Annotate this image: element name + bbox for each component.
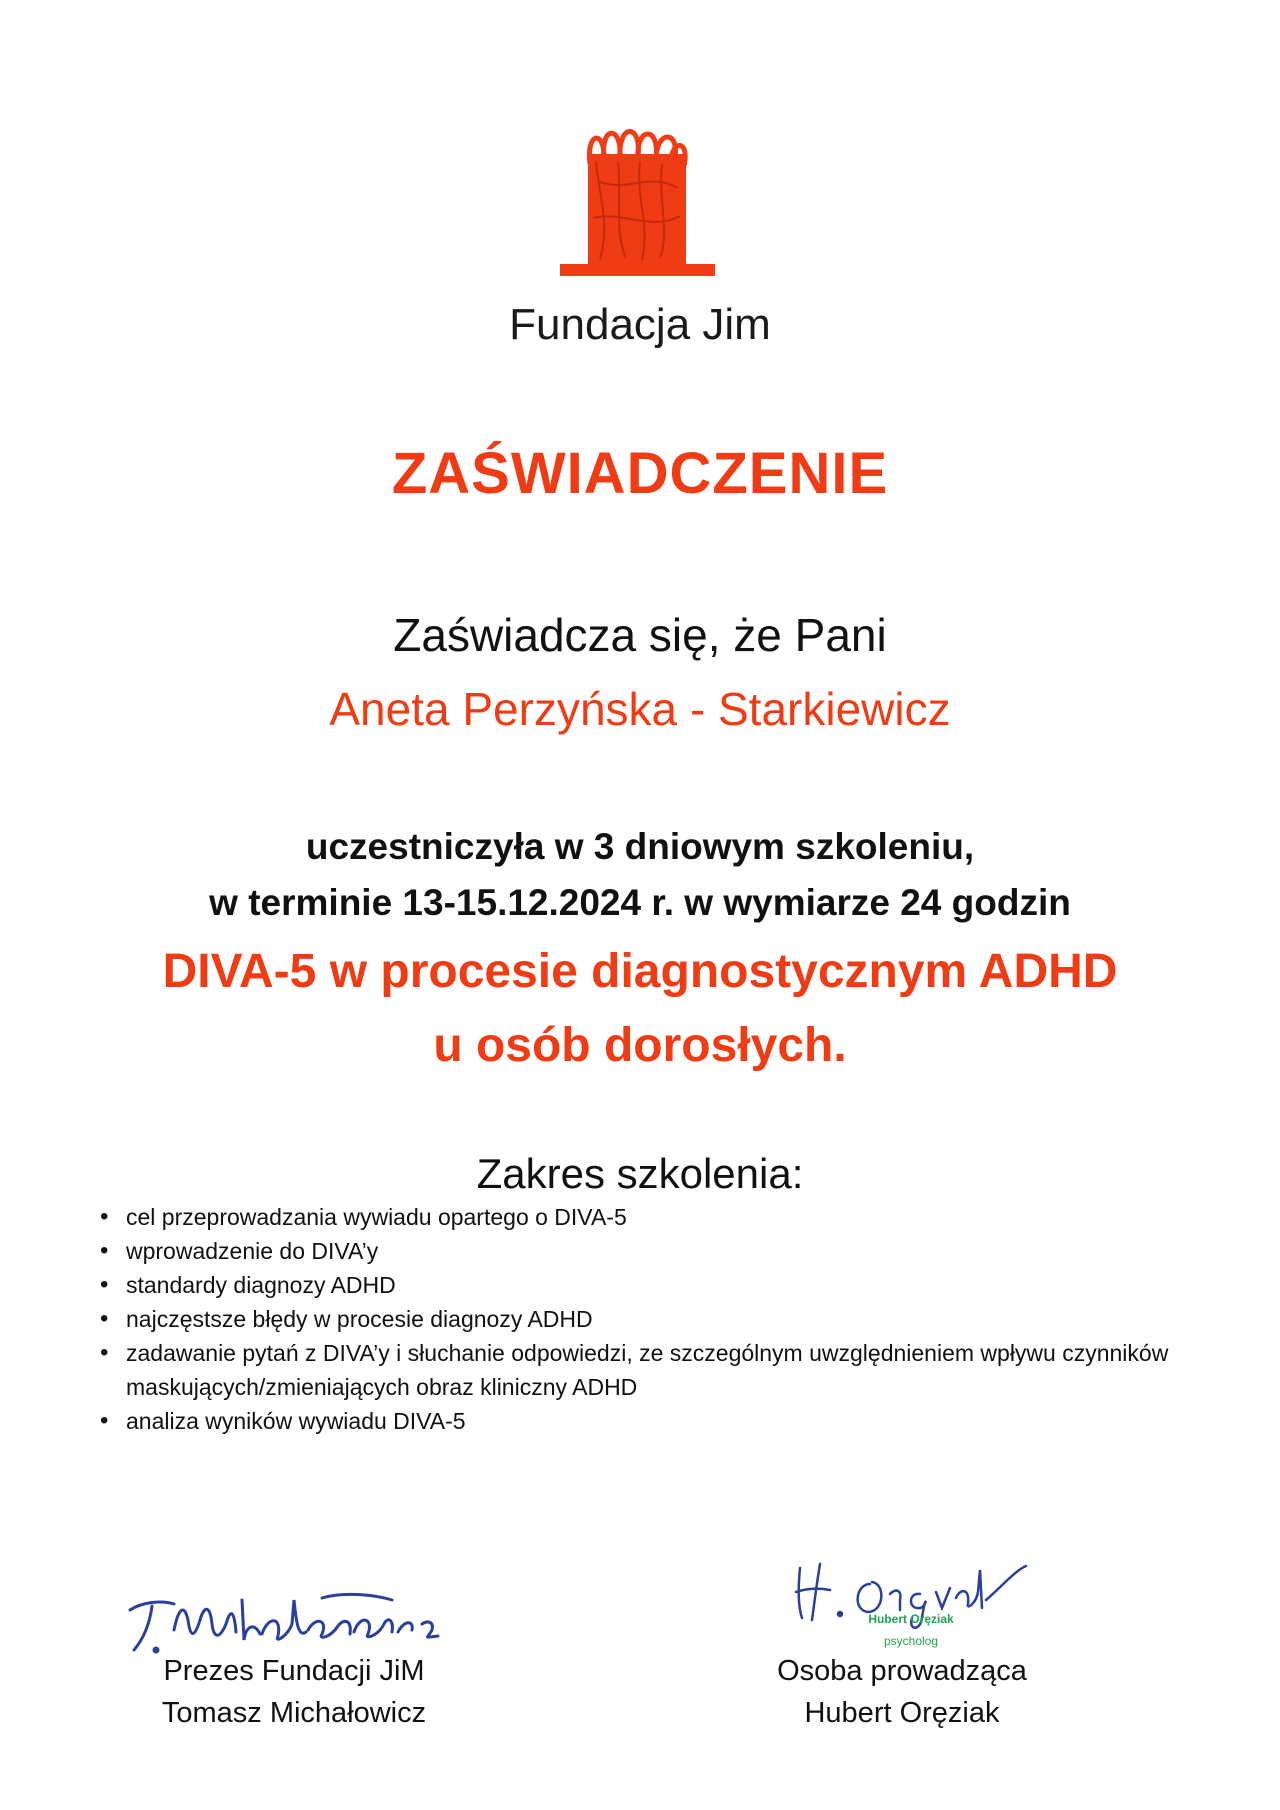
signature-block-right <box>692 1650 1112 1734</box>
signature-left-name: Tomasz Michałowicz <box>161 1697 427 1729</box>
scope-item: • analiza wyników wywiadu DIVA-5 <box>96 1404 1216 1438</box>
signature-right-name: Hubert Oręziak <box>804 1697 1000 1729</box>
participation-line-1: uczestniczyła w 3 dniowym szkoleniu, <box>305 826 975 867</box>
stamp-role: psycholog <box>883 1634 939 1648</box>
scope-item: • cel przeprowadzania wywiadu opartego o DIVA-5 <box>96 1200 1216 1234</box>
certificate-title: ZAŚWIADCZENIE <box>391 441 889 506</box>
scope-item: • wprowadzenie do DIVA’y <box>96 1234 1216 1268</box>
participant-name: Aneta Perzyńska - Starkiewicz <box>329 683 951 735</box>
scope-item: • standardy diagnozy ADHD <box>96 1268 1216 1302</box>
course-title-line-2: u osób dorosłych. <box>433 1019 847 1072</box>
scope-item: • zadawanie pytań z DIVA’y i słuchanie odpowiedzi, ze szczególnym uwzględnieniem wpływu czynników maskujących/zmieniających obraz kliniczny ADHD <box>96 1336 1216 1404</box>
scope-list <box>96 1200 1216 1438</box>
flame-logo-icon <box>560 122 715 284</box>
signature-block-left <box>84 1650 504 1734</box>
scope-item: • najczęstsze błędy w procesie diagnozy ADHD <box>96 1302 1216 1336</box>
certificate-intro: Zaświadcza się, że Pani <box>393 609 887 661</box>
organization-name: Fundacja Jim <box>509 300 771 349</box>
stamp-name: Hubert Oręziak <box>868 1612 954 1626</box>
signature-left <box>122 1580 482 1660</box>
signature-left-role: Prezes Fundacji JiM <box>163 1655 425 1687</box>
course-title-line-1: DIVA-5 w procesie diagnostycznym ADHD <box>162 945 1118 998</box>
participation-line-2: w terminie 13-15.12.2024 r. w wymiarze 24 godzin <box>209 882 1071 923</box>
scope-title: Zakres szkolenia: <box>476 1150 804 1197</box>
signature-right-role: Osoba prowadząca <box>777 1655 1027 1687</box>
